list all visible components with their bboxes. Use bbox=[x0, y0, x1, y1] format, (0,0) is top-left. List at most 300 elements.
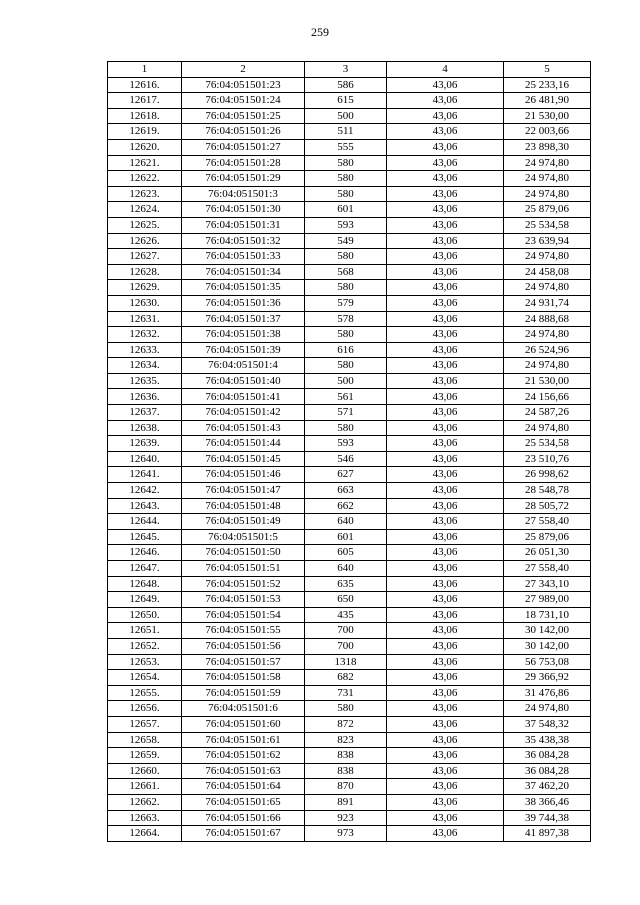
row-number-cell: 12630. bbox=[108, 295, 182, 311]
specific-value-cell: 43,06 bbox=[387, 576, 504, 592]
specific-value-cell: 43,06 bbox=[387, 545, 504, 561]
cadastral-number-cell: 76:04:051501:57 bbox=[182, 654, 305, 670]
area-cell: 580 bbox=[305, 358, 387, 374]
cadastral-number-cell: 76:04:051501:24 bbox=[182, 93, 305, 109]
row-number-cell: 12616. bbox=[108, 77, 182, 93]
cadastral-value-cell: 37 548,32 bbox=[504, 716, 591, 732]
cadastral-number-cell: 76:04:051501:31 bbox=[182, 217, 305, 233]
row-number-cell: 12659. bbox=[108, 748, 182, 764]
area-cell: 500 bbox=[305, 373, 387, 389]
specific-value-cell: 43,06 bbox=[387, 810, 504, 826]
table-row bbox=[108, 451, 591, 467]
area-cell: 561 bbox=[305, 389, 387, 405]
area-cell: 627 bbox=[305, 467, 387, 483]
area-cell: 663 bbox=[305, 483, 387, 499]
cadastral-value-cell: 30 142,00 bbox=[504, 623, 591, 639]
specific-value-cell: 43,06 bbox=[387, 405, 504, 421]
area-cell: 580 bbox=[305, 155, 387, 171]
cadastral-value-cell: 27 558,40 bbox=[504, 561, 591, 577]
table-body bbox=[108, 77, 591, 841]
table-row bbox=[108, 545, 591, 561]
area-cell: 682 bbox=[305, 670, 387, 686]
table-row bbox=[108, 342, 591, 358]
cadastral-value-cell: 27 558,40 bbox=[504, 514, 591, 530]
cadastral-number-cell: 76:04:051501:50 bbox=[182, 545, 305, 561]
table-row bbox=[108, 685, 591, 701]
column-header-1: 1 bbox=[108, 62, 182, 78]
area-cell: 549 bbox=[305, 233, 387, 249]
cadastral-value-cell: 38 366,46 bbox=[504, 794, 591, 810]
row-number-cell: 12636. bbox=[108, 389, 182, 405]
cadastral-number-cell: 76:04:051501:48 bbox=[182, 498, 305, 514]
row-number-cell: 12654. bbox=[108, 670, 182, 686]
specific-value-cell: 43,06 bbox=[387, 592, 504, 608]
specific-value-cell: 43,06 bbox=[387, 295, 504, 311]
table-header-row bbox=[108, 62, 591, 78]
area-cell: 838 bbox=[305, 763, 387, 779]
area-cell: 579 bbox=[305, 295, 387, 311]
cadastral-value-cell: 24 974,80 bbox=[504, 249, 591, 265]
cadastral-number-cell: 76:04:051501:33 bbox=[182, 249, 305, 265]
row-number-cell: 12653. bbox=[108, 654, 182, 670]
row-number-cell: 12655. bbox=[108, 685, 182, 701]
specific-value-cell: 43,06 bbox=[387, 93, 504, 109]
cadastral-value-cell: 24 974,80 bbox=[504, 327, 591, 343]
cadastral-value-cell: 26 998,62 bbox=[504, 467, 591, 483]
cadastral-value-table bbox=[107, 61, 591, 842]
table-row bbox=[108, 233, 591, 249]
cadastral-number-cell: 76:04:051501:54 bbox=[182, 607, 305, 623]
table-row bbox=[108, 779, 591, 795]
area-cell: 593 bbox=[305, 217, 387, 233]
cadastral-number-cell: 76:04:051501:37 bbox=[182, 311, 305, 327]
area-cell: 872 bbox=[305, 716, 387, 732]
table-row bbox=[108, 794, 591, 810]
area-cell: 546 bbox=[305, 451, 387, 467]
specific-value-cell: 43,06 bbox=[387, 327, 504, 343]
table-row bbox=[108, 420, 591, 436]
row-number-cell: 12622. bbox=[108, 171, 182, 187]
specific-value-cell: 43,06 bbox=[387, 358, 504, 374]
cadastral-number-cell: 76:04:051501:28 bbox=[182, 155, 305, 171]
table-row bbox=[108, 467, 591, 483]
area-cell: 891 bbox=[305, 794, 387, 810]
cadastral-value-cell: 31 476,86 bbox=[504, 685, 591, 701]
area-cell: 580 bbox=[305, 171, 387, 187]
area-cell: 555 bbox=[305, 139, 387, 155]
specific-value-cell: 43,06 bbox=[387, 186, 504, 202]
table-row bbox=[108, 654, 591, 670]
area-cell: 593 bbox=[305, 436, 387, 452]
cadastral-number-cell: 76:04:051501:59 bbox=[182, 685, 305, 701]
table-row bbox=[108, 810, 591, 826]
cadastral-value-cell: 25 534,58 bbox=[504, 217, 591, 233]
column-header-4: 4 bbox=[387, 62, 504, 78]
row-number-cell: 12650. bbox=[108, 607, 182, 623]
cadastral-number-cell: 76:04:051501:66 bbox=[182, 810, 305, 826]
cadastral-value-cell: 23 639,94 bbox=[504, 233, 591, 249]
area-cell: 586 bbox=[305, 77, 387, 93]
specific-value-cell: 43,06 bbox=[387, 529, 504, 545]
row-number-cell: 12618. bbox=[108, 108, 182, 124]
cadastral-number-cell: 76:04:051501:43 bbox=[182, 420, 305, 436]
cadastral-value-cell: 26 481,90 bbox=[504, 93, 591, 109]
specific-value-cell: 43,06 bbox=[387, 451, 504, 467]
table-row bbox=[108, 638, 591, 654]
cadastral-value-cell: 24 974,80 bbox=[504, 155, 591, 171]
table-row bbox=[108, 124, 591, 140]
row-number-cell: 12664. bbox=[108, 826, 182, 842]
specific-value-cell: 43,06 bbox=[387, 498, 504, 514]
row-number-cell: 12632. bbox=[108, 327, 182, 343]
cadastral-number-cell: 76:04:051501:40 bbox=[182, 373, 305, 389]
table-row bbox=[108, 748, 591, 764]
cadastral-value-cell: 24 974,80 bbox=[504, 420, 591, 436]
area-cell: 650 bbox=[305, 592, 387, 608]
table-row bbox=[108, 389, 591, 405]
specific-value-cell: 43,06 bbox=[387, 420, 504, 436]
area-cell: 571 bbox=[305, 405, 387, 421]
cadastral-number-cell: 76:04:051501:58 bbox=[182, 670, 305, 686]
cadastral-value-cell: 41 897,38 bbox=[504, 826, 591, 842]
specific-value-cell: 43,06 bbox=[387, 280, 504, 296]
specific-value-cell: 43,06 bbox=[387, 108, 504, 124]
cadastral-value-cell: 18 731,10 bbox=[504, 607, 591, 623]
specific-value-cell: 43,06 bbox=[387, 716, 504, 732]
cadastral-value-cell: 36 084,28 bbox=[504, 763, 591, 779]
row-number-cell: 12642. bbox=[108, 483, 182, 499]
cadastral-number-cell: 76:04:051501:41 bbox=[182, 389, 305, 405]
area-cell: 601 bbox=[305, 202, 387, 218]
cadastral-value-cell: 24 931,74 bbox=[504, 295, 591, 311]
cadastral-number-cell: 76:04:051501:53 bbox=[182, 592, 305, 608]
cadastral-value-cell: 23 898,30 bbox=[504, 139, 591, 155]
row-number-cell: 12660. bbox=[108, 763, 182, 779]
cadastral-value-cell: 21 530,00 bbox=[504, 373, 591, 389]
row-number-cell: 12651. bbox=[108, 623, 182, 639]
page-number: 259 bbox=[311, 25, 329, 39]
area-cell: 662 bbox=[305, 498, 387, 514]
cadastral-number-cell: 76:04:051501:23 bbox=[182, 77, 305, 93]
row-number-cell: 12645. bbox=[108, 529, 182, 545]
table-row bbox=[108, 576, 591, 592]
cadastral-value-cell: 24 458,08 bbox=[504, 264, 591, 280]
table-row bbox=[108, 716, 591, 732]
table-row bbox=[108, 155, 591, 171]
row-number-cell: 12629. bbox=[108, 280, 182, 296]
area-cell: 700 bbox=[305, 638, 387, 654]
specific-value-cell: 43,06 bbox=[387, 249, 504, 265]
table-row bbox=[108, 514, 591, 530]
specific-value-cell: 43,06 bbox=[387, 389, 504, 405]
cadastral-number-cell: 76:04:051501:34 bbox=[182, 264, 305, 280]
cadastral-number-cell: 76:04:051501:52 bbox=[182, 576, 305, 592]
table-row bbox=[108, 405, 591, 421]
specific-value-cell: 43,06 bbox=[387, 607, 504, 623]
area-cell: 640 bbox=[305, 514, 387, 530]
cadastral-number-cell: 76:04:051501:63 bbox=[182, 763, 305, 779]
cadastral-number-cell: 76:04:051501:65 bbox=[182, 794, 305, 810]
table-row bbox=[108, 77, 591, 93]
table-row bbox=[108, 763, 591, 779]
specific-value-cell: 43,06 bbox=[387, 77, 504, 93]
cadastral-value-cell: 25 233,16 bbox=[504, 77, 591, 93]
specific-value-cell: 43,06 bbox=[387, 763, 504, 779]
cadastral-number-cell: 76:04:051501:32 bbox=[182, 233, 305, 249]
cadastral-number-cell: 76:04:051501:42 bbox=[182, 405, 305, 421]
specific-value-cell: 43,06 bbox=[387, 748, 504, 764]
cadastral-number-cell: 76:04:051501:30 bbox=[182, 202, 305, 218]
table-row bbox=[108, 826, 591, 842]
cadastral-number-cell: 76:04:051501:46 bbox=[182, 467, 305, 483]
cadastral-value-cell: 26 051,30 bbox=[504, 545, 591, 561]
specific-value-cell: 43,06 bbox=[387, 779, 504, 795]
specific-value-cell: 43,06 bbox=[387, 638, 504, 654]
row-number-cell: 12633. bbox=[108, 342, 182, 358]
cadastral-value-cell: 24 974,80 bbox=[504, 701, 591, 717]
cadastral-value-cell: 22 003,66 bbox=[504, 124, 591, 140]
table-row bbox=[108, 436, 591, 452]
cadastral-number-cell: 76:04:051501:49 bbox=[182, 514, 305, 530]
area-cell: 973 bbox=[305, 826, 387, 842]
row-number-cell: 12658. bbox=[108, 732, 182, 748]
row-number-cell: 12624. bbox=[108, 202, 182, 218]
table-row bbox=[108, 327, 591, 343]
table-row bbox=[108, 592, 591, 608]
cadastral-value-cell: 24 974,80 bbox=[504, 358, 591, 374]
table-row bbox=[108, 202, 591, 218]
row-number-cell: 12657. bbox=[108, 716, 182, 732]
area-cell: 616 bbox=[305, 342, 387, 358]
cadastral-value-cell: 24 156,66 bbox=[504, 389, 591, 405]
cadastral-value-cell: 39 744,38 bbox=[504, 810, 591, 826]
area-cell: 580 bbox=[305, 420, 387, 436]
specific-value-cell: 43,06 bbox=[387, 467, 504, 483]
cadastral-value-cell: 27 989,00 bbox=[504, 592, 591, 608]
specific-value-cell: 43,06 bbox=[387, 217, 504, 233]
table-row bbox=[108, 529, 591, 545]
specific-value-cell: 43,06 bbox=[387, 654, 504, 670]
row-number-cell: 12644. bbox=[108, 514, 182, 530]
area-cell: 511 bbox=[305, 124, 387, 140]
cadastral-number-cell: 76:04:051501:64 bbox=[182, 779, 305, 795]
cadastral-value-cell: 24 888,68 bbox=[504, 311, 591, 327]
table-row bbox=[108, 670, 591, 686]
specific-value-cell: 43,06 bbox=[387, 373, 504, 389]
specific-value-cell: 43,06 bbox=[387, 561, 504, 577]
specific-value-cell: 43,06 bbox=[387, 202, 504, 218]
cadastral-value-cell: 30 142,00 bbox=[504, 638, 591, 654]
area-cell: 870 bbox=[305, 779, 387, 795]
cadastral-value-cell: 21 530,00 bbox=[504, 108, 591, 124]
area-cell: 580 bbox=[305, 280, 387, 296]
specific-value-cell: 43,06 bbox=[387, 826, 504, 842]
cadastral-number-cell: 76:04:051501:39 bbox=[182, 342, 305, 358]
cadastral-number-cell: 76:04:051501:60 bbox=[182, 716, 305, 732]
area-cell: 1318 bbox=[305, 654, 387, 670]
area-cell: 580 bbox=[305, 701, 387, 717]
cadastral-number-cell: 76:04:051501:67 bbox=[182, 826, 305, 842]
cadastral-number-cell: 76:04:051501:26 bbox=[182, 124, 305, 140]
cadastral-number-cell: 76:04:051501:36 bbox=[182, 295, 305, 311]
row-number-cell: 12656. bbox=[108, 701, 182, 717]
area-cell: 580 bbox=[305, 186, 387, 202]
cadastral-number-cell: 76:04:051501:5 bbox=[182, 529, 305, 545]
cadastral-value-cell: 27 343,10 bbox=[504, 576, 591, 592]
cadastral-value-cell: 23 510,76 bbox=[504, 451, 591, 467]
cadastral-number-cell: 76:04:051501:47 bbox=[182, 483, 305, 499]
cadastral-number-cell: 76:04:051501:6 bbox=[182, 701, 305, 717]
table-row bbox=[108, 358, 591, 374]
cadastral-number-cell: 76:04:051501:38 bbox=[182, 327, 305, 343]
specific-value-cell: 43,06 bbox=[387, 233, 504, 249]
table-row bbox=[108, 732, 591, 748]
area-cell: 635 bbox=[305, 576, 387, 592]
row-number-cell: 12627. bbox=[108, 249, 182, 265]
area-cell: 640 bbox=[305, 561, 387, 577]
cadastral-value-cell: 25 879,06 bbox=[504, 202, 591, 218]
specific-value-cell: 43,06 bbox=[387, 264, 504, 280]
row-number-cell: 12646. bbox=[108, 545, 182, 561]
row-number-cell: 12638. bbox=[108, 420, 182, 436]
area-cell: 601 bbox=[305, 529, 387, 545]
specific-value-cell: 43,06 bbox=[387, 171, 504, 187]
cadastral-number-cell: 76:04:051501:44 bbox=[182, 436, 305, 452]
table-row bbox=[108, 373, 591, 389]
cadastral-number-cell: 76:04:051501:27 bbox=[182, 139, 305, 155]
specific-value-cell: 43,06 bbox=[387, 436, 504, 452]
row-number-cell: 12649. bbox=[108, 592, 182, 608]
table-row bbox=[108, 139, 591, 155]
cadastral-number-cell: 76:04:051501:51 bbox=[182, 561, 305, 577]
row-number-cell: 12652. bbox=[108, 638, 182, 654]
area-cell: 700 bbox=[305, 623, 387, 639]
row-number-cell: 12637. bbox=[108, 405, 182, 421]
cadastral-value-cell: 28 505,72 bbox=[504, 498, 591, 514]
specific-value-cell: 43,06 bbox=[387, 514, 504, 530]
specific-value-cell: 43,06 bbox=[387, 311, 504, 327]
row-number-cell: 12620. bbox=[108, 139, 182, 155]
specific-value-cell: 43,06 bbox=[387, 623, 504, 639]
area-cell: 605 bbox=[305, 545, 387, 561]
cadastral-number-cell: 76:04:051501:25 bbox=[182, 108, 305, 124]
cadastral-value-cell: 36 084,28 bbox=[504, 748, 591, 764]
table-row bbox=[108, 498, 591, 514]
specific-value-cell: 43,06 bbox=[387, 794, 504, 810]
column-header-2: 2 bbox=[182, 62, 305, 78]
table-row bbox=[108, 311, 591, 327]
row-number-cell: 12640. bbox=[108, 451, 182, 467]
column-header-5: 5 bbox=[504, 62, 591, 78]
cadastral-value-cell: 24 974,80 bbox=[504, 280, 591, 296]
cadastral-value-cell: 26 524,96 bbox=[504, 342, 591, 358]
column-header-3: 3 bbox=[305, 62, 387, 78]
row-number-cell: 12628. bbox=[108, 264, 182, 280]
row-number-cell: 12661. bbox=[108, 779, 182, 795]
cadastral-value-cell: 24 974,80 bbox=[504, 186, 591, 202]
cadastral-value-cell: 25 534,58 bbox=[504, 436, 591, 452]
table-row bbox=[108, 280, 591, 296]
table-row bbox=[108, 701, 591, 717]
specific-value-cell: 43,06 bbox=[387, 685, 504, 701]
row-number-cell: 12643. bbox=[108, 498, 182, 514]
row-number-cell: 12626. bbox=[108, 233, 182, 249]
specific-value-cell: 43,06 bbox=[387, 342, 504, 358]
row-number-cell: 12648. bbox=[108, 576, 182, 592]
row-number-cell: 12631. bbox=[108, 311, 182, 327]
area-cell: 578 bbox=[305, 311, 387, 327]
row-number-cell: 12619. bbox=[108, 124, 182, 140]
row-number-cell: 12639. bbox=[108, 436, 182, 452]
cadastral-number-cell: 76:04:051501:56 bbox=[182, 638, 305, 654]
specific-value-cell: 43,06 bbox=[387, 670, 504, 686]
area-cell: 838 bbox=[305, 748, 387, 764]
cadastral-number-cell: 76:04:051501:55 bbox=[182, 623, 305, 639]
cadastral-value-cell: 25 879,06 bbox=[504, 529, 591, 545]
table-row bbox=[108, 249, 591, 265]
table-row bbox=[108, 186, 591, 202]
table-row bbox=[108, 561, 591, 577]
specific-value-cell: 43,06 bbox=[387, 155, 504, 171]
cadastral-value-cell: 35 438,38 bbox=[504, 732, 591, 748]
table-row bbox=[108, 217, 591, 233]
area-cell: 580 bbox=[305, 327, 387, 343]
table-row bbox=[108, 623, 591, 639]
area-cell: 615 bbox=[305, 93, 387, 109]
cadastral-value-cell: 24 974,80 bbox=[504, 171, 591, 187]
specific-value-cell: 43,06 bbox=[387, 139, 504, 155]
cadastral-number-cell: 76:04:051501:35 bbox=[182, 280, 305, 296]
row-number-cell: 12634. bbox=[108, 358, 182, 374]
area-cell: 500 bbox=[305, 108, 387, 124]
row-number-cell: 12663. bbox=[108, 810, 182, 826]
table-row bbox=[108, 264, 591, 280]
specific-value-cell: 43,06 bbox=[387, 124, 504, 140]
table-row bbox=[108, 295, 591, 311]
row-number-cell: 12635. bbox=[108, 373, 182, 389]
cadastral-number-cell: 76:04:051501:29 bbox=[182, 171, 305, 187]
cadastral-value-cell: 28 548,78 bbox=[504, 483, 591, 499]
area-cell: 568 bbox=[305, 264, 387, 280]
cadastral-number-cell: 76:04:051501:61 bbox=[182, 732, 305, 748]
specific-value-cell: 43,06 bbox=[387, 701, 504, 717]
row-number-cell: 12621. bbox=[108, 155, 182, 171]
cadastral-value-cell: 37 462,20 bbox=[504, 779, 591, 795]
row-number-cell: 12647. bbox=[108, 561, 182, 577]
cadastral-number-cell: 76:04:051501:4 bbox=[182, 358, 305, 374]
area-cell: 823 bbox=[305, 732, 387, 748]
area-cell: 923 bbox=[305, 810, 387, 826]
row-number-cell: 12662. bbox=[108, 794, 182, 810]
table-row bbox=[108, 483, 591, 499]
cadastral-value-cell: 24 587,26 bbox=[504, 405, 591, 421]
table-row bbox=[108, 607, 591, 623]
cadastral-number-cell: 76:04:051501:45 bbox=[182, 451, 305, 467]
area-cell: 580 bbox=[305, 249, 387, 265]
cadastral-value-cell: 29 366,92 bbox=[504, 670, 591, 686]
area-cell: 731 bbox=[305, 685, 387, 701]
row-number-cell: 12641. bbox=[108, 467, 182, 483]
cadastral-number-cell: 76:04:051501:62 bbox=[182, 748, 305, 764]
row-number-cell: 12623. bbox=[108, 186, 182, 202]
area-cell: 435 bbox=[305, 607, 387, 623]
cadastral-number-cell: 76:04:051501:3 bbox=[182, 186, 305, 202]
row-number-cell: 12625. bbox=[108, 217, 182, 233]
cadastral-value-cell: 56 753,08 bbox=[504, 654, 591, 670]
table-row bbox=[108, 108, 591, 124]
specific-value-cell: 43,06 bbox=[387, 732, 504, 748]
row-number-cell: 12617. bbox=[108, 93, 182, 109]
